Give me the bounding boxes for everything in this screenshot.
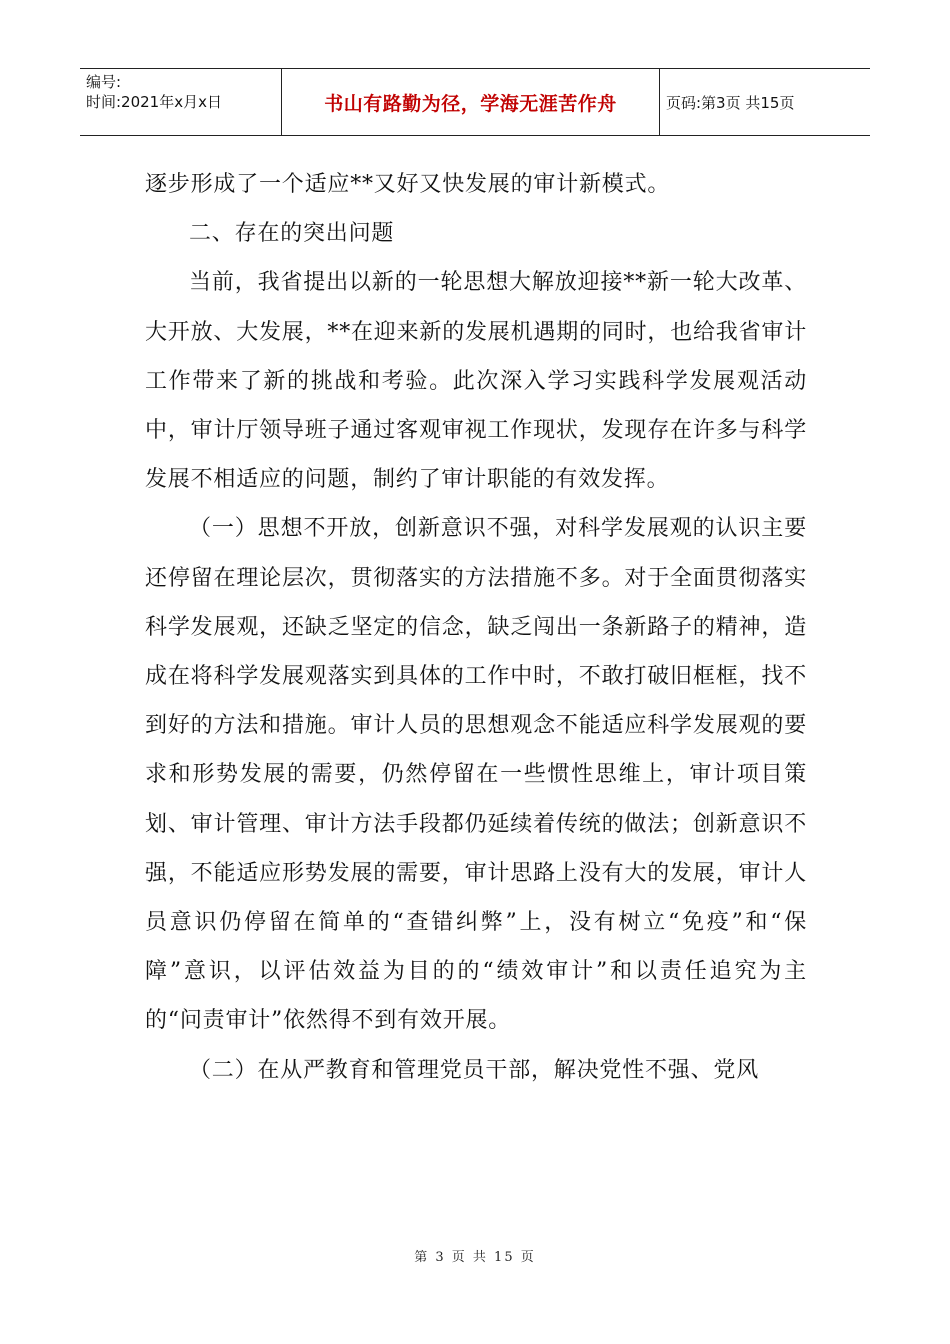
number-label: 编号: [86, 73, 122, 91]
section-heading: 二、存在的突出问题 [189, 221, 395, 247]
header-motto: 书山有路勤为径，学海无涯苦作舟 [281, 69, 660, 135]
time-label: 时间:2021年x月x日 [86, 93, 222, 111]
paragraph: （二）在从严教育和管理党员干部，解决党性不强、党风 [189, 1057, 760, 1083]
paragraph-continuation: 逐步形成了一个适应**又好又快发展的审计新模式。 [145, 172, 671, 197]
document-body [145, 160, 807, 1095]
header-meta [80, 69, 280, 135]
paragraph: 当前，我省提出以新的一轮思想大解放迎接**新一轮大改革、大开放、大发展，**在迎来新的发展机遇期的同时，也给我省审计工作带来了新的挑战和考验。此次深入学习实践科学发展观活动中，审计厅领导班子通过客观审视工作现状，发现存在许多与科学发展不相适应的问题，制约了审计职能的有效发挥。 [145, 270, 808, 493]
paragraph: （一）思想不开放，创新意识不强，对科学发展观的认识主要还停留在理论层次，贯彻落实的方法措施不多。对于全面贯彻落实科学发展观，还缺乏坚定的信念，缺乏闯出一条新路子的精神，造成在将科学发展观落实到具体的工作中时，不敢打破旧框框，找不到好的方法和措施。审计人员的思想观念不能适应科学发展观的要求和形势发展的需要，仍然停留在一些惯性思维上，审计项目策划、审计管理、审计方法手段都仍延续着传统的做法；创新意识不强，不能适应形势发展的需要，审计思路上没有大的发展，审计人员意识仍停留在简单的“查错纠弊”上，没有树立“免疫”和“保障”意识，以评估效益为目的的“绩效审计”和以责任追究为主的“问责审计”依然得不到有效开展。 [145, 516, 807, 1034]
page-header [80, 68, 870, 136]
header-page-code: 页码:第3页 共15页 [666, 93, 795, 112]
page-footer: 第 3 页 共 15 页 [414, 1250, 536, 1265]
